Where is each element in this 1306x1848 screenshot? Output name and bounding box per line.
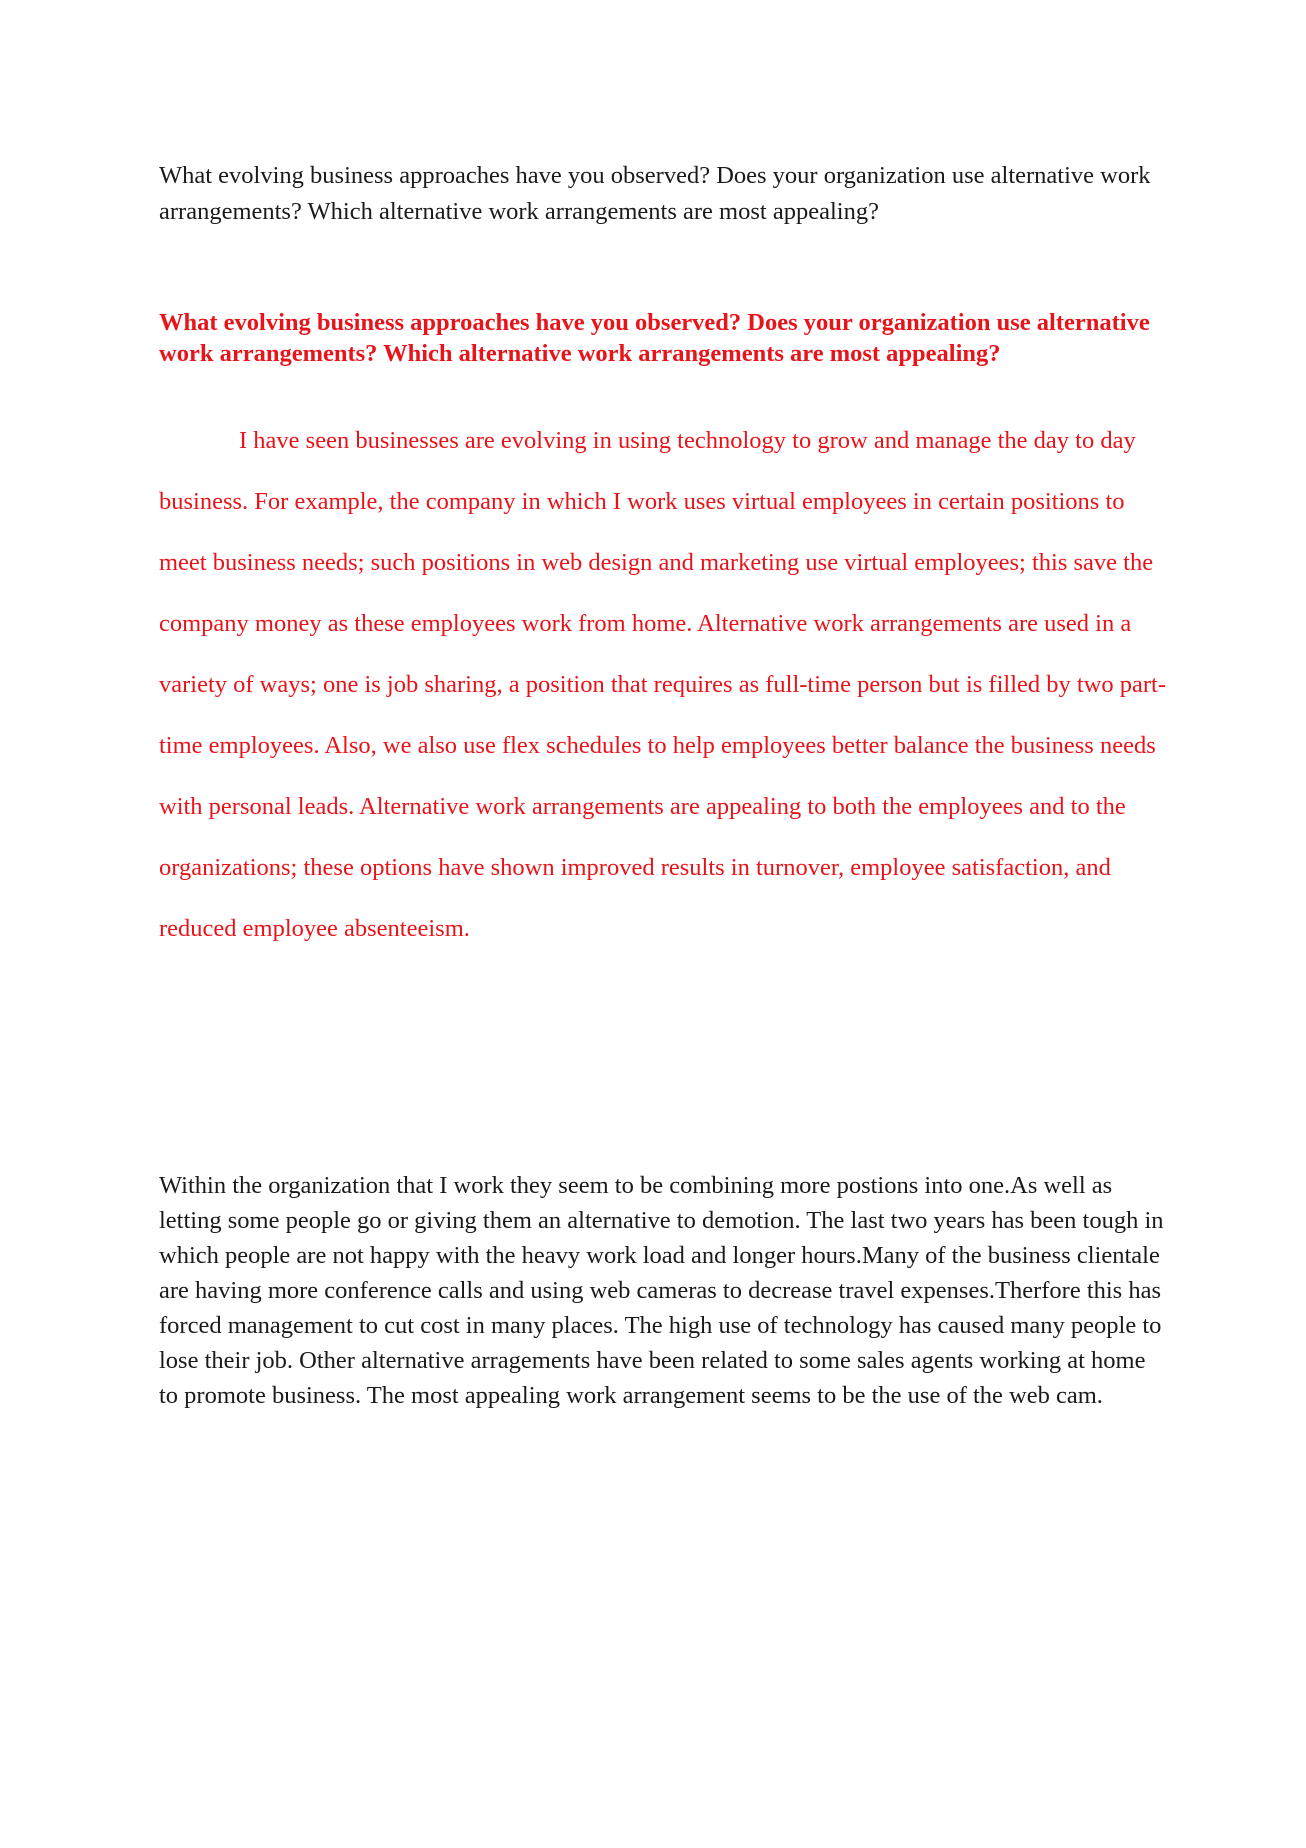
answer-paragraph: I have seen businesses are evolving in using technology to grow and manage the day to day business. For example, the company in which I work uses virtual employees in certain positions to meet business needs; such positions in web design and marketing use virtual employees; this save the company money as these employees work from home. Alternative work arrangements are used in a variety of ways; one is job sharing, a position that requires as full-time person but is filled by two part-time employees. Also, we also use flex schedules to help employees better balance the business needs with personal leads. Alternative work arrangements are appealing to both the employees and to the organizations; these options have shown improved results in turnover, employee satisfaction, and reduced employee absenteeism. [159, 427, 1167, 942]
reply-paragraph: Within the organization that I work they seem to be combining more postions into one.As well as letting some people go or giving them an alternative to demotion. The last two years has been tough in which people are not happy with the heavy work load and longer hours.Many of the business clientale are having more conference calls and using web cameras to decrease travel expenses.Therfore this has forced management to cut cost in many places. The high use of technology has caused many people to lose their job. Other alternative arragements have been related to some sales agents working at home to promote business. The most appealing work arrangement seems to be the use of the web cam. [159, 1172, 1164, 1409]
discussion-question: What evolving business approaches have you observed? Does your organization use alternative work arrangements? Which alternative work arrangements are most appealing? [159, 162, 1151, 225]
answer-heading: What evolving business approaches have you observed? Does your organization use alternative work arrangements? Which alternative work arrangements are most appealing? [159, 309, 1150, 367]
